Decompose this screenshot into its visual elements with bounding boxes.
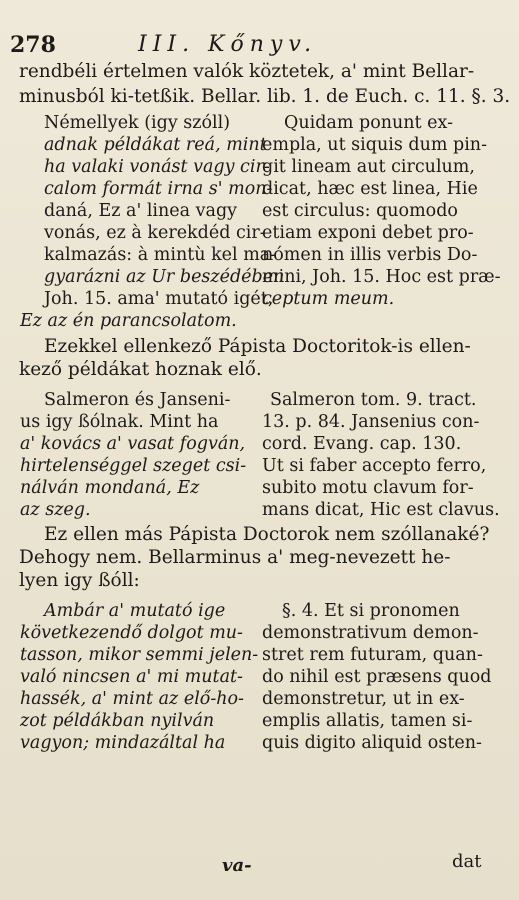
page-number: 278 <box>10 32 56 58</box>
hungarian-line: calom formát irna s' mon- <box>44 179 273 199</box>
latin-line: demonstrativum demon- <box>262 623 479 643</box>
latin-line: stret rem futuram, quan- <box>262 645 483 665</box>
latin-line: ceptum meum. <box>262 289 395 309</box>
latin-line: §. 4. Et si pronomen <box>282 601 460 621</box>
hungarian-line: adnak példákat reá, mint <box>44 135 267 155</box>
text-line: lyen igy ßóll: <box>19 570 140 591</box>
hungarian-line: tasson, mikor semmi jelen- <box>20 645 259 665</box>
text-line: kező példákat hoznak elő. <box>19 359 262 380</box>
latin-line: demonstretur, ut in ex- <box>262 689 465 709</box>
latin-line: quis digito aliquid osten- <box>262 733 482 753</box>
text-line: Dehogy nem. Bellarminus a' meg-nevezett he- <box>19 547 451 568</box>
latin-line: dicat, hæc est linea, Hie <box>262 179 478 199</box>
hungarian-line: us igy ßólnak. Mint ha <box>20 412 219 432</box>
hungarian-line: Ambár a' mutató ige <box>44 601 226 621</box>
hungarian-line: Joh. 15. ama' mutató igét, <box>44 289 274 309</box>
hungarian-line: nálván mondaná, Ez <box>20 478 200 498</box>
hungarian-line: hassék, a' mint az elő-ho- <box>20 689 244 709</box>
hungarian-line: daná, Ez a' linea vagy <box>44 201 238 221</box>
latin-line: empla, ut siquis dum pin- <box>262 135 487 155</box>
latin-line: do nihil est præsens quod <box>262 667 492 687</box>
hungarian-line: ha valaki vonást vagy cir- <box>44 157 270 177</box>
text-line: minusból ki-tetßik. Bellar. lib. 1. de Euch. c. 11. §. 3. <box>19 86 511 107</box>
hungarian-line: zot példákban nyilván <box>20 711 215 731</box>
latin-line: mans dicat, Hic est clavus. <box>262 500 500 520</box>
text-line: Ezekkel ellenkező Pápista Doctoritok-is ellen- <box>44 336 471 357</box>
latin-line: mini, Joh. 15. Hoc est præ- <box>262 267 501 287</box>
latin-line: etiam exponi debet pro- <box>262 223 474 243</box>
latin-line: emplis allatis, tamen si- <box>262 711 473 731</box>
latin-line: Salmeron tom. 9. tract. <box>270 390 477 410</box>
catchword-right: dat <box>452 851 482 872</box>
running-header <box>10 32 510 59</box>
latin-line: Ut si faber accepto ferro, <box>262 456 487 476</box>
latin-line: 13. p. 84. Jansenius con- <box>262 412 480 432</box>
latin-line: cord. Evang. cap. 130. <box>262 434 462 454</box>
hungarian-line: vagyon; mindazáltal ha <box>20 733 226 753</box>
latin-line: subito motu clavum for- <box>262 478 474 498</box>
hungarian-line: való nincsen a' mi mutat- <box>20 667 243 687</box>
hungarian-line: kalmazás: à mintù kel ma- <box>44 245 277 265</box>
latin-line: git lineam aut circulum, <box>262 157 475 177</box>
latin-line: est circulus: quomodo <box>262 201 458 221</box>
hungarian-line: következendő dolgot mu- <box>20 623 243 643</box>
hungarian-line: Némellyek (igy szóll) <box>44 113 231 133</box>
book-title: III. Kőnyv. <box>138 32 318 57</box>
catchword-left: va- <box>222 855 252 876</box>
hungarian-line: hirtelenséggel szeget csi- <box>20 456 247 476</box>
hungarian-line: gyarázni az Ur beszédében <box>44 267 285 287</box>
hungarian-line: vonás, ez à kerekdéd cir- <box>44 223 266 243</box>
latin-line: nómen in illis verbis Do- <box>262 245 478 265</box>
hungarian-line: Ez az én parancsolatom. <box>20 311 237 331</box>
text-line: Ez ellen más Pápista Doctorok nem szóllanaké? <box>44 524 490 545</box>
text-line: rendbéli értelmen valók köztetek, a' mint Bellar- <box>19 61 475 82</box>
hungarian-line: a' kovács a' vasat fogván, <box>20 434 246 454</box>
latin-line: Quidam ponunt ex- <box>284 113 453 133</box>
hungarian-line: az szeg. <box>20 500 91 520</box>
hungarian-line: Salmeron és Janseni- <box>44 390 231 410</box>
